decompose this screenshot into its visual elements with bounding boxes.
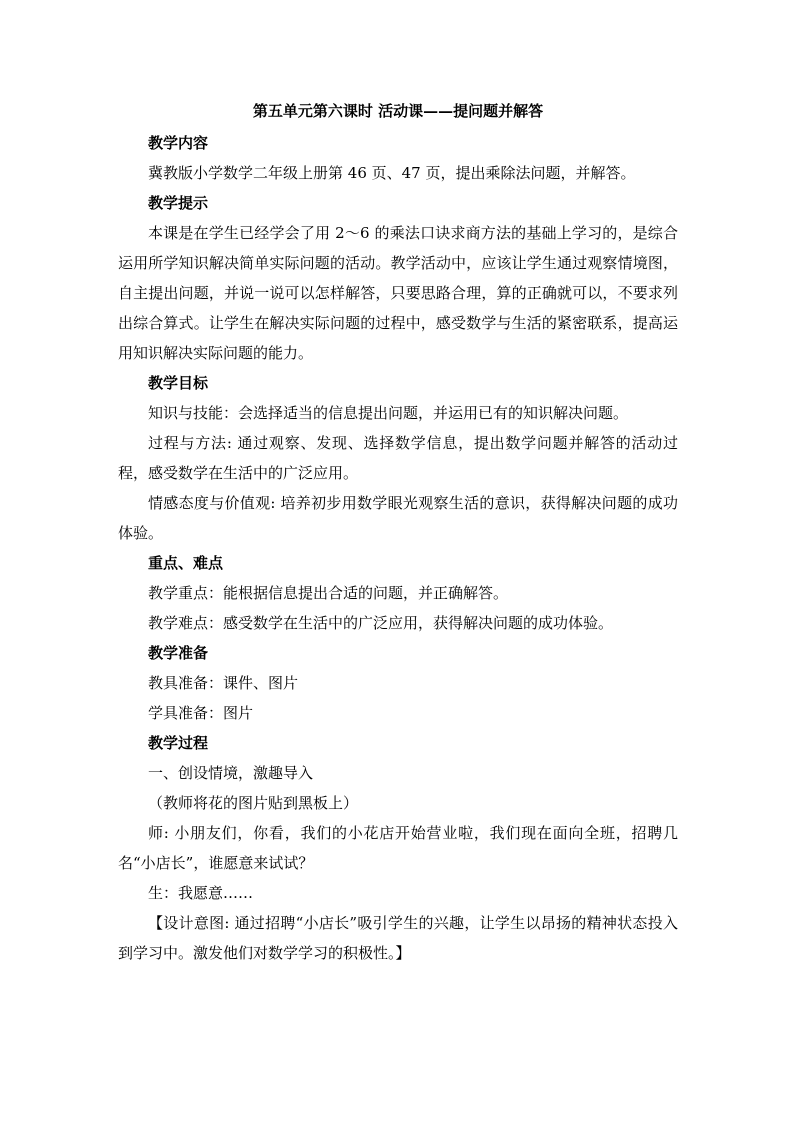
goal-paragraph-3: 情感态度与价值观: 培养初步用数学眼光观察生活的意识，获得解决问题的成功体验。 bbox=[118, 494, 678, 542]
goal-paragraph-1: 知识与技能：会选择适当的信息提出问题，并运用已有的知识解决问题。 bbox=[148, 404, 629, 422]
section-heading-key: 重点、难点 bbox=[148, 554, 224, 572]
process-paragraph-4: 生：我愿意…… bbox=[148, 884, 254, 902]
hint-paragraph: 本课是在学生已经学会了用 2～6 的乘法口诀求商方法的基础上学习的，是综合运用所学知识解决简单实际问题的活动。教学活动中，应该让学生通过观察情境图，自主提出问题，并说一说可以怎样解答，只要思路合理，算的正确就可以，不要求列出综合算式。让学生在解决实际问题的过程中，感受数学与生活的紧密联系，提高运用知识解决实际问题的能力。 bbox=[118, 224, 678, 362]
section-heading-goal: 教学目标 bbox=[148, 374, 209, 392]
key-paragraph-1: 教学重点：能根据信息提出合适的问题，并正确解答。 bbox=[148, 584, 509, 602]
section-heading-content: 教学内容 bbox=[148, 134, 209, 152]
process-paragraph-1: 一、创设情境，激趣导入 bbox=[148, 764, 314, 782]
document-title: 第五单元第六课时 活动课——提问题并解答 bbox=[252, 102, 544, 120]
section-heading-prep: 教学准备 bbox=[148, 644, 209, 662]
section-heading-process: 教学过程 bbox=[148, 734, 209, 752]
prep-paragraph-2: 学具准备：图片 bbox=[148, 704, 254, 722]
content-paragraph: 冀教版小学数学二年级上册第 46 页、47 页，提出乘除法问题，并解答。 bbox=[148, 164, 636, 182]
section-heading-hint: 教学提示 bbox=[148, 194, 209, 212]
process-paragraph-5: 【设计意图: 通过招聘“小店长”吸引学生的兴趣，让学生以昂扬的精神状态投入到学习中。激发他们对数学学习的积极性。】 bbox=[118, 914, 678, 962]
key-paragraph-2: 教学难点：感受数学在生活中的广泛应用，获得解决问题的成功体验。 bbox=[148, 614, 614, 632]
goal-paragraph-2: 过程与方法: 通过观察、发现、选择数学信息，提出数学问题并解答的活动过程，感受数学在生活中的广泛应用。 bbox=[118, 434, 678, 482]
process-paragraph-3: 师: 小朋友们，你看，我们的小花店开始营业啦，我们现在面向全班，招聘几名“小店长”，谁愿意来试试？ bbox=[118, 824, 678, 872]
prep-paragraph-1: 教具准备：课件、图片 bbox=[148, 674, 299, 692]
process-paragraph-2: （教师将花的图片贴到黑板上） bbox=[148, 794, 359, 812]
document-body bbox=[118, 100, 678, 968]
